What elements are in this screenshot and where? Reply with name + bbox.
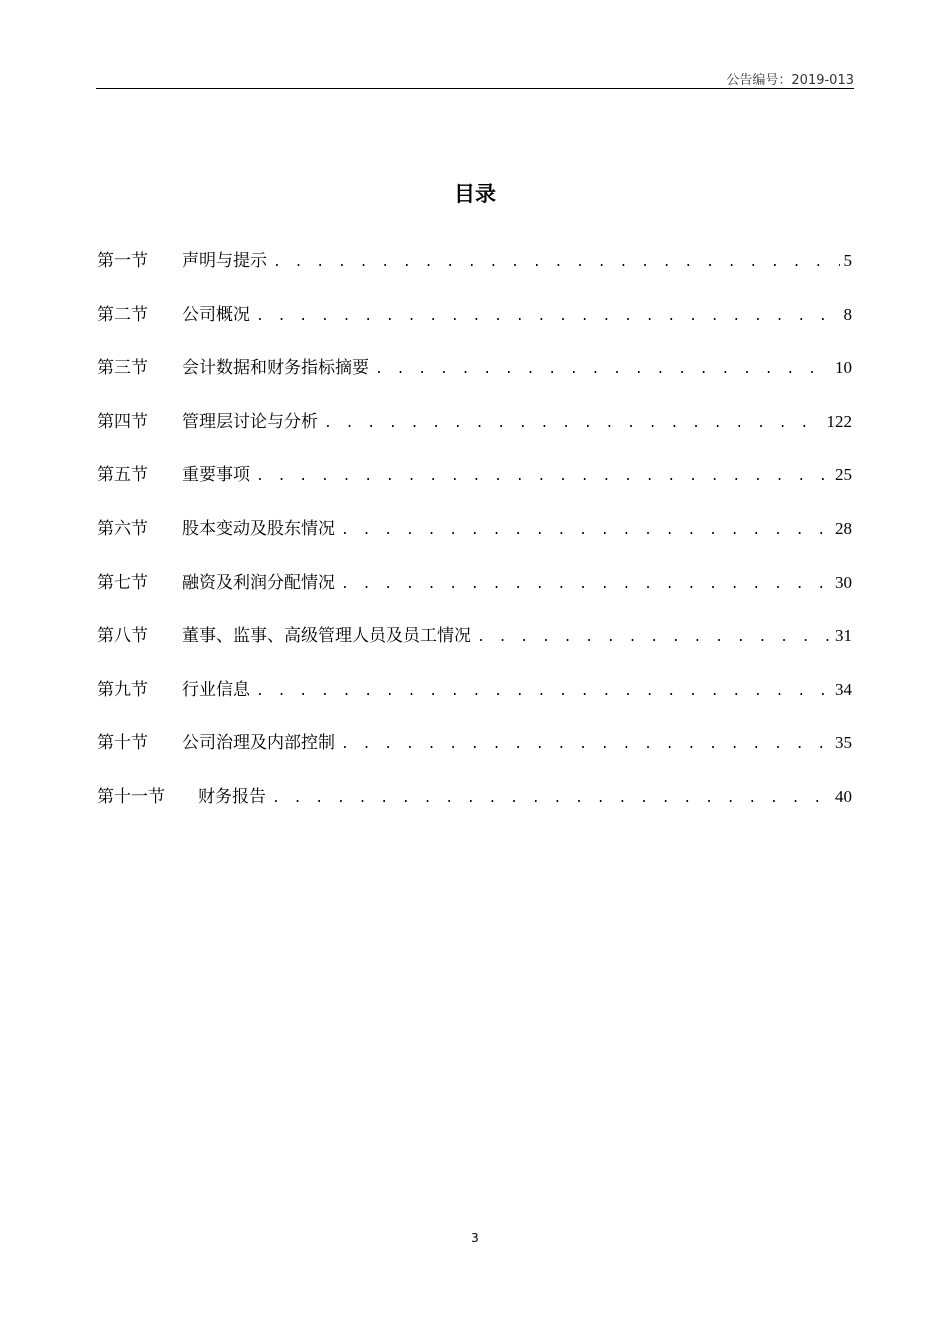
toc-entry-7[interactable] [97, 568, 852, 622]
toc-section-title: 重要事项 [182, 465, 250, 486]
toc-page-number: 31 [835, 626, 852, 646]
toc-section-title: 董事、监事、高级管理人员及员工情况 [182, 626, 471, 647]
toc-page-number: 10 [835, 358, 852, 378]
toc-section-label: 第九节 [97, 679, 148, 700]
toc-entry-4[interactable] [97, 407, 852, 461]
toc-section-title: 声明与提示 [182, 251, 267, 271]
toc-dot-leader [273, 255, 840, 270]
toc-dot-leader [324, 416, 823, 431]
toc-section-title: 股本变动及股东情况 [182, 518, 335, 539]
toc-section-title: 行业信息 [182, 679, 250, 700]
toc-dot-leader [341, 737, 831, 752]
toc-section-title: 公司治理及内部控制 [182, 733, 335, 754]
toc-section-title: 融资及利润分配情况 [182, 572, 335, 593]
toc-section-title: 公司概况 [182, 304, 250, 325]
toc-dot-leader [375, 362, 831, 377]
toc-section-label: 第一节 [97, 251, 148, 271]
announcement-number: 公告编号：2019-013 [726, 73, 854, 88]
toc-dot-leader [341, 523, 831, 538]
toc-section-label: 第七节 [97, 572, 148, 593]
toc-page-number: 8 [843, 304, 852, 324]
toc-dot-leader [256, 469, 831, 484]
toc-section-label: 第四节 [97, 411, 148, 432]
toc-section-title: 会计数据和财务指标摘要 [182, 358, 369, 379]
toc-entry-6[interactable] [97, 514, 852, 568]
toc-entry-5[interactable] [97, 460, 852, 514]
toc-dot-leader [256, 684, 831, 699]
toc-page-number: 5 [843, 251, 852, 270]
page-header [96, 60, 854, 89]
toc-section-label: 第三节 [97, 358, 148, 379]
toc-dot-leader [256, 309, 840, 324]
toc-entry-11[interactable] [97, 782, 852, 836]
footer-page-number: 3 [471, 1231, 479, 1245]
page-footer [0, 1231, 950, 1245]
toc-entry-10[interactable] [97, 728, 852, 782]
toc-section-title: 财务报告 [198, 786, 266, 807]
toc-entry-8[interactable] [97, 621, 852, 675]
toc-section-label: 第六节 [97, 518, 148, 539]
toc-dot-leader [272, 791, 831, 806]
toc-page-number: 34 [835, 679, 852, 699]
toc-dot-leader [477, 630, 831, 645]
toc-page-number: 122 [826, 411, 852, 431]
toc-page-number: 28 [835, 518, 852, 538]
page-title: 目录 [454, 182, 496, 206]
table-of-contents [97, 246, 852, 836]
toc-section-title: 管理层讨论与分析 [182, 411, 318, 432]
toc-dot-leader [341, 577, 831, 592]
toc-section-label: 第五节 [97, 465, 148, 486]
toc-page-number: 30 [835, 572, 852, 592]
toc-page-number: 25 [835, 465, 852, 485]
toc-entry-2[interactable] [97, 300, 852, 354]
toc-section-label: 第八节 [97, 626, 148, 647]
toc-entry-9[interactable] [97, 675, 852, 729]
toc-section-label: 第十节 [97, 733, 148, 754]
toc-entry-1[interactable] [97, 246, 852, 300]
toc-section-label: 第十一节 [97, 786, 165, 807]
toc-entry-3[interactable] [97, 353, 852, 407]
toc-page-number: 35 [835, 733, 852, 753]
toc-section-label: 第二节 [97, 304, 148, 325]
toc-page-number: 40 [835, 786, 852, 806]
